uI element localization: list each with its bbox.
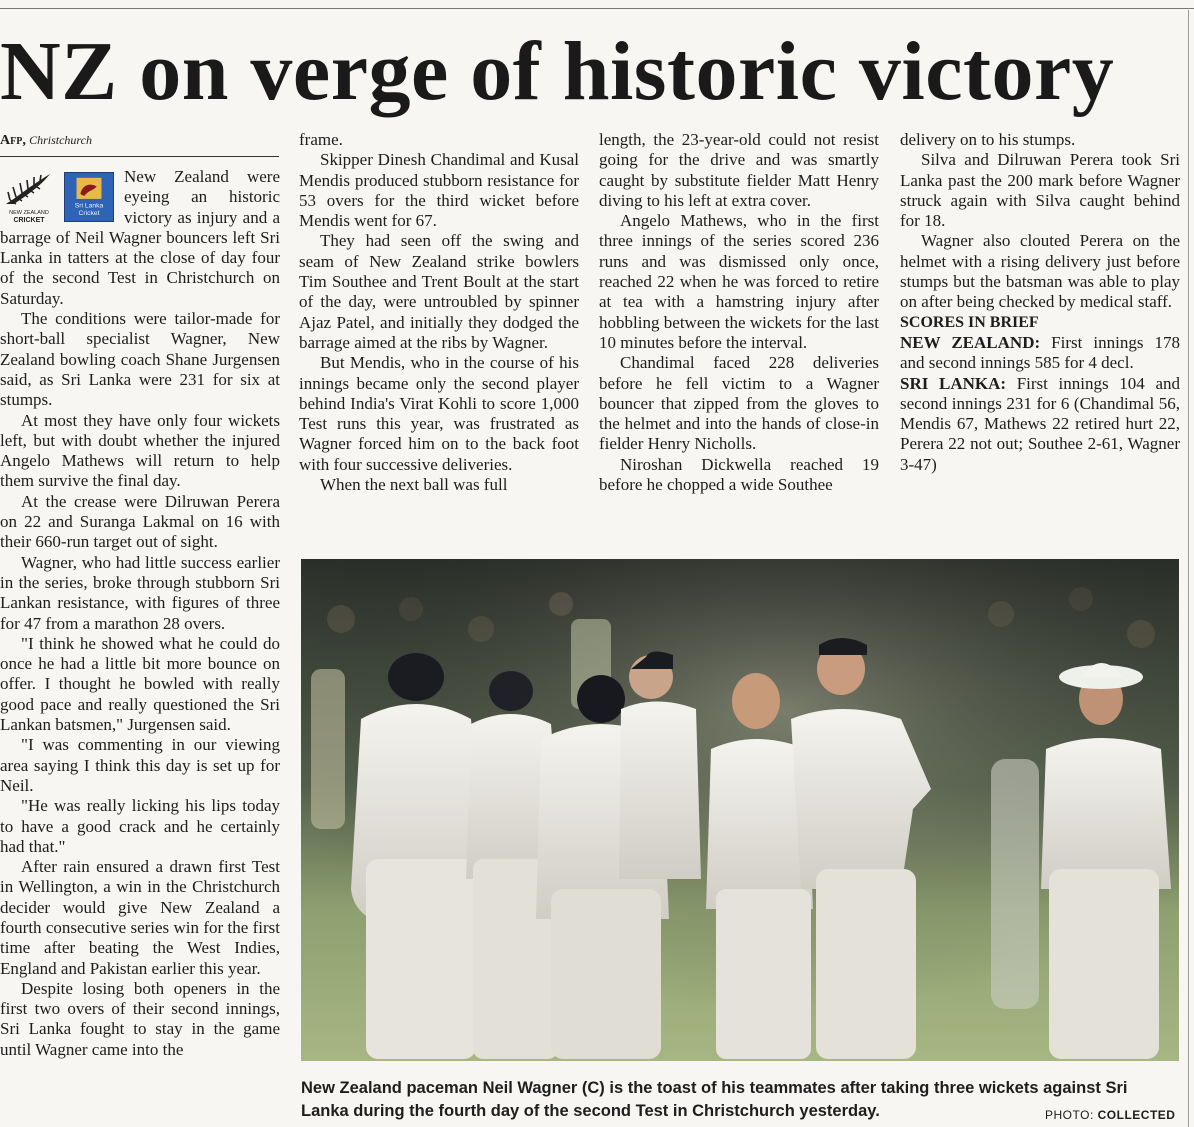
paragraph: At the crease were Dilruwan Perera on 22 and Suranga Lakmal on 16 with their 660-run target out of sight. xyxy=(0,491,280,552)
paragraph: length, the 23-year-old could not resist going for the drive and was smartly caught by substitute fielder Matt Henry diving to his left at extra cover. xyxy=(599,130,879,210)
article-column-2 xyxy=(299,130,579,495)
svg-text:CRICKET: CRICKET xyxy=(13,217,45,224)
photo-credit xyxy=(1045,1108,1175,1122)
paragraph: Chandimal faced 228 deliveries before he fell victim to a Wagner bouncer that zipped from the gloves to the helmet and into the hands of close-in fielder Henry Nicholls. xyxy=(599,353,879,454)
score-text: First innings 178 and second innings 585 for 4 decl. xyxy=(900,332,1180,373)
byline-rule xyxy=(0,156,279,157)
paragraph: After rain ensured a drawn first Test in Wellington, a win in the Christchurch decider would give New Zealand a fourth consecutive series win for the first time after beating the West Indies, England and Pakistan earlier this year. xyxy=(0,857,280,978)
paragraph: The conditions were tailor-made for short-ball specialist Wagner, New Zealand bowling coach Shane Jurgensen said, as Sri Lanka were 231 for six at stumps. xyxy=(0,309,280,410)
paragraph: At most they have only four wickets left, but with doubt whether the injured Angelo Mathews will return to help them survive the final day. xyxy=(0,410,280,491)
photo-illustration xyxy=(301,559,1179,1061)
paragraph: But Mendis, who in the course of his innings became only the second player behind India's Virat Kohli to score 1,000 Test runs this year, was frustrated as Wagner forced him on to the back foot with four successive deliveries. xyxy=(299,353,579,474)
paragraph: Wagner, who had little success earlier in the series, broke through stubborn Sri Lankan resistance, with figures of three for 47 from a marathon 28 overs. xyxy=(0,552,280,633)
paragraph: delivery on to his stumps. xyxy=(900,130,1076,149)
score-sri-lanka xyxy=(900,374,1180,475)
paragraph: Wagner also clouted Perera on the helmet with a rising delivery just before stumps but the batsman was able to play on after being checked by medical staff. xyxy=(900,231,1180,312)
byline xyxy=(0,132,92,149)
photo-caption: New Zealand paceman Neil Wagner (C) is the toast of his teammates after taking three wickets against Sri Lanka during the fourth day of the second Test in Christchurch yesterday. xyxy=(301,1079,1128,1120)
photo-credit-source: COLLECTED xyxy=(1097,1108,1176,1122)
paragraph: New Zealand were eyeing an historic victory as injury and a barrage of Neil Wagner bouncers left Sri Lanka in tatters at the close of day four of the second Test in Christchurch on Saturday. xyxy=(0,167,280,308)
logo-spacer xyxy=(0,167,124,227)
article-column-4 xyxy=(900,130,1180,475)
paragraph: frame. xyxy=(299,130,343,149)
paragraph: Niroshan Dickwella reached 19 before he chopped a wide Southee xyxy=(599,454,879,495)
scores-in-brief-heading: SCORES IN BRIEF xyxy=(900,313,1039,331)
top-rule xyxy=(0,8,1194,9)
svg-text:Cricket: Cricket xyxy=(78,210,100,218)
score-text: First innings 104 and second innings 231 for 6 (Chandimal 56, Mendis 67, Mathews 22 retired hurt 22, Perera 22 not out; Southee 2-61, Wagner 3-47) xyxy=(900,373,1180,474)
svg-text:Sri Lanka: Sri Lanka xyxy=(74,202,104,210)
column-rule-right xyxy=(1188,10,1189,1127)
paragraph: They had seen off the swing and seam of New Zealand strike bowlers Tim Southee and Trent Boult at the start of the day, were untroubled by spinner Ajaz Patel, and initially they dodged the barrage aimed at the ribs by Wagner. xyxy=(299,231,579,352)
article-column-1 xyxy=(0,167,280,1060)
paragraph: "He was really licking his lips today to have a good crack and he certainly had that." xyxy=(0,796,280,856)
paragraph: Silva and Dilruwan Perera took Sri Lanka past the 200 mark before Wagner struck again with Silva caught behind for 18. xyxy=(900,150,1180,231)
photo-credit-prefix: PHOTO: xyxy=(1045,1108,1094,1122)
paragraph: "I think he showed what he could do once he had a little bit more bounce on offer. I thought he bowled with really good pace and really questioned the Sri Lankan batsmen," Jurgensen said. xyxy=(0,633,280,735)
paragraph: Skipper Dinesh Chandimal and Kusal Mendis produced stubborn resistance for 53 overs for the third wicket before Mendis went for 67. xyxy=(299,150,579,231)
paragraph: Despite losing both openers in the first two overs of their second innings, Sri Lanka fought to stay in the game until Wagner came into the xyxy=(0,978,280,1059)
article-column-3 xyxy=(599,130,879,495)
score-label: SRI LANKA: xyxy=(900,373,1007,393)
paragraph: "I was commenting in our viewing area saying I think this day is set up for Neil. xyxy=(0,735,280,795)
paragraph: Angelo Mathews, who in the first three innings of the series scored 236 runs and was dismissed only once, reached 22 when he was forced to retire at tea with a hamstring injury after hobbling between the wickets for the last 10 minutes before the interval. xyxy=(599,211,879,352)
match-photo xyxy=(301,559,1179,1061)
byline-place: Christchurch xyxy=(29,133,92,147)
score-new-zealand xyxy=(900,333,1180,374)
score-label: NEW ZEALAND: xyxy=(900,332,1041,352)
headline: NZ on verge of historic victory xyxy=(0,25,1115,118)
paragraph: When the next ball was full xyxy=(320,475,508,495)
byline-agency: Afp, xyxy=(0,133,26,148)
svg-text:NEW ZEALAND: NEW ZEALAND xyxy=(9,210,49,216)
